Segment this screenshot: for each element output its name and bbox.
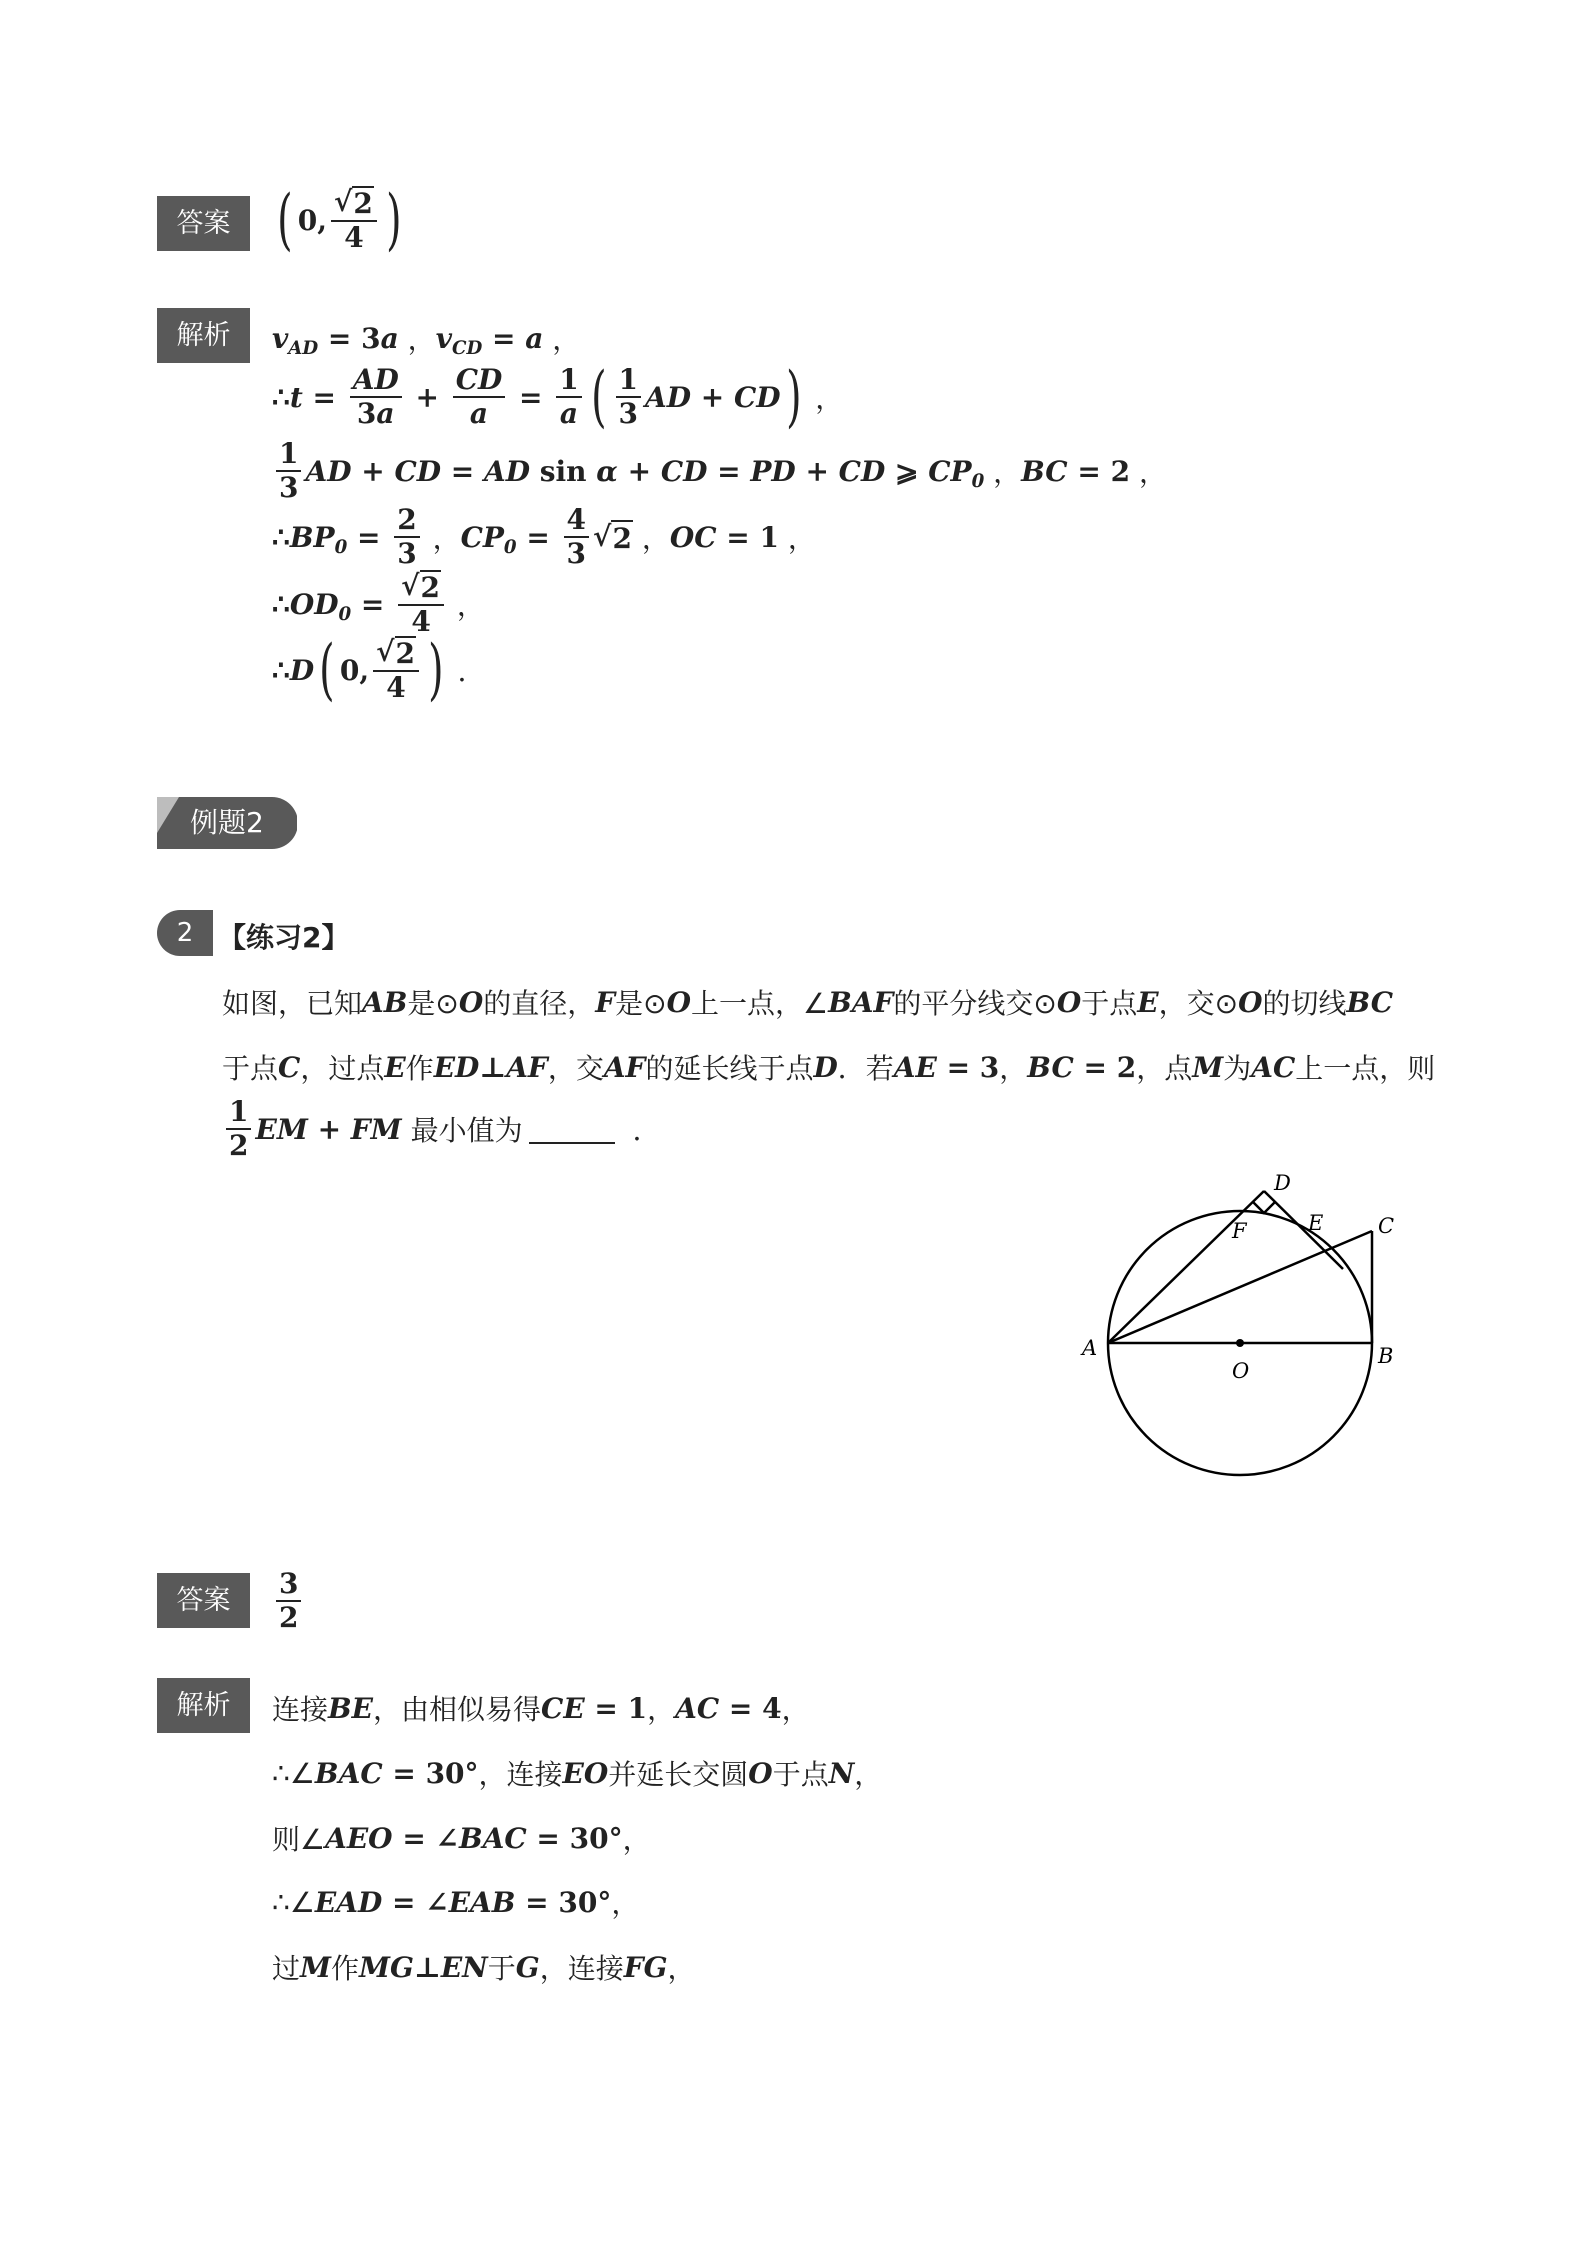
geometry-figure [1060,1160,1420,1490]
analysis-2-line-1: 连接 BE ，由相似易得 CE = 1 ， AC = 4 ， [272,1691,810,1726]
analysis-1-line-2: ∴ t = $\frac{AD}{3a}$ + $\frac{CD}{a}$ = $\frac{1}{a}$ ( $\frac{1}{3}$ AD + CD ) ， [272,358,844,436]
analysis-2-line-5: 过 M 作 MG ⊥ EN 于 G ，连接 FG ， [272,1950,696,1985]
problem-line-1: 如图，已知 AB 是⊙ O 的直径， F 是⊙ O 上一点，∠ BAF 的平分线交⊙ O 于点 E ，交⊙ O 的切线 BC [222,985,1393,1020]
label-b: B [1378,1344,1394,1368]
analysis-tag: 解析 [157,1678,250,1733]
segment-de [1264,1191,1343,1269]
label-c: C [1378,1214,1395,1238]
problem-number: 2 [157,910,213,956]
problem-title: 【练习2】 [218,921,350,954]
analysis-2-line-3: 则∠ AEO = ∠ BAC = 30° ， [272,1821,651,1856]
label-f: F [1232,1219,1247,1243]
analysis-tag: 解析 [157,308,250,363]
analysis-2-line-2: ∴∠ BAC = 30° ，连接 EO 并延长交圆 O 于点 N ， [272,1756,883,1791]
label-o: O [1232,1359,1250,1383]
analysis-1-line-4: ∴ $BP_0$ = $\frac{2}{3}$ ， $CP_0$ = $\frac{4}{3}$ √ 2 ， OC = 1 ， [272,503,816,571]
analysis-2-line-4: ∴∠ EAD = ∠ EAB = 30° ， [272,1885,640,1920]
answer-1-math: ( 0, √ 2 4 ) [277,181,402,259]
label-a: A [1082,1336,1098,1360]
label-d: D [1274,1171,1291,1195]
problem-line-3: $\frac{1}{2}$ EM + FM 最小值为 ． [222,1096,661,1162]
label-e: E [1308,1211,1324,1235]
answer-blank[interactable] [529,1114,615,1144]
analysis-1-line-1: $v_{AD}$ = 3 a ， $v_{CD}$ = a ， [272,321,581,359]
example-label: 例题2 [190,806,264,839]
analysis-1-line-3: $\frac{1}{3}$ AD + CD = AD sin α + CD = PD + CD ⩾ $CP_0$ ， BC = 2 ， [272,438,1167,504]
answer-tag: 答案 [157,1573,250,1628]
analysis-1-line-5: ∴ $OD_0$ = √ 2 4 ， [272,569,485,639]
answer-tag: 答案 [157,196,250,251]
center-dot [1236,1339,1244,1347]
analysis-1-line-6: ∴ D ( 0, √ 2 4 ) ． [272,631,486,709]
answer-2-math: $\frac{3}{2}$ [272,1568,305,1634]
problem-line-2: 于点 C ，过点 E 作 ED ⊥ AF ，交 AF 的延长线于点 D ．若 AE = 3 ， BC = 2 ，点 M 为 AC 上一点，则 [222,1050,1436,1085]
